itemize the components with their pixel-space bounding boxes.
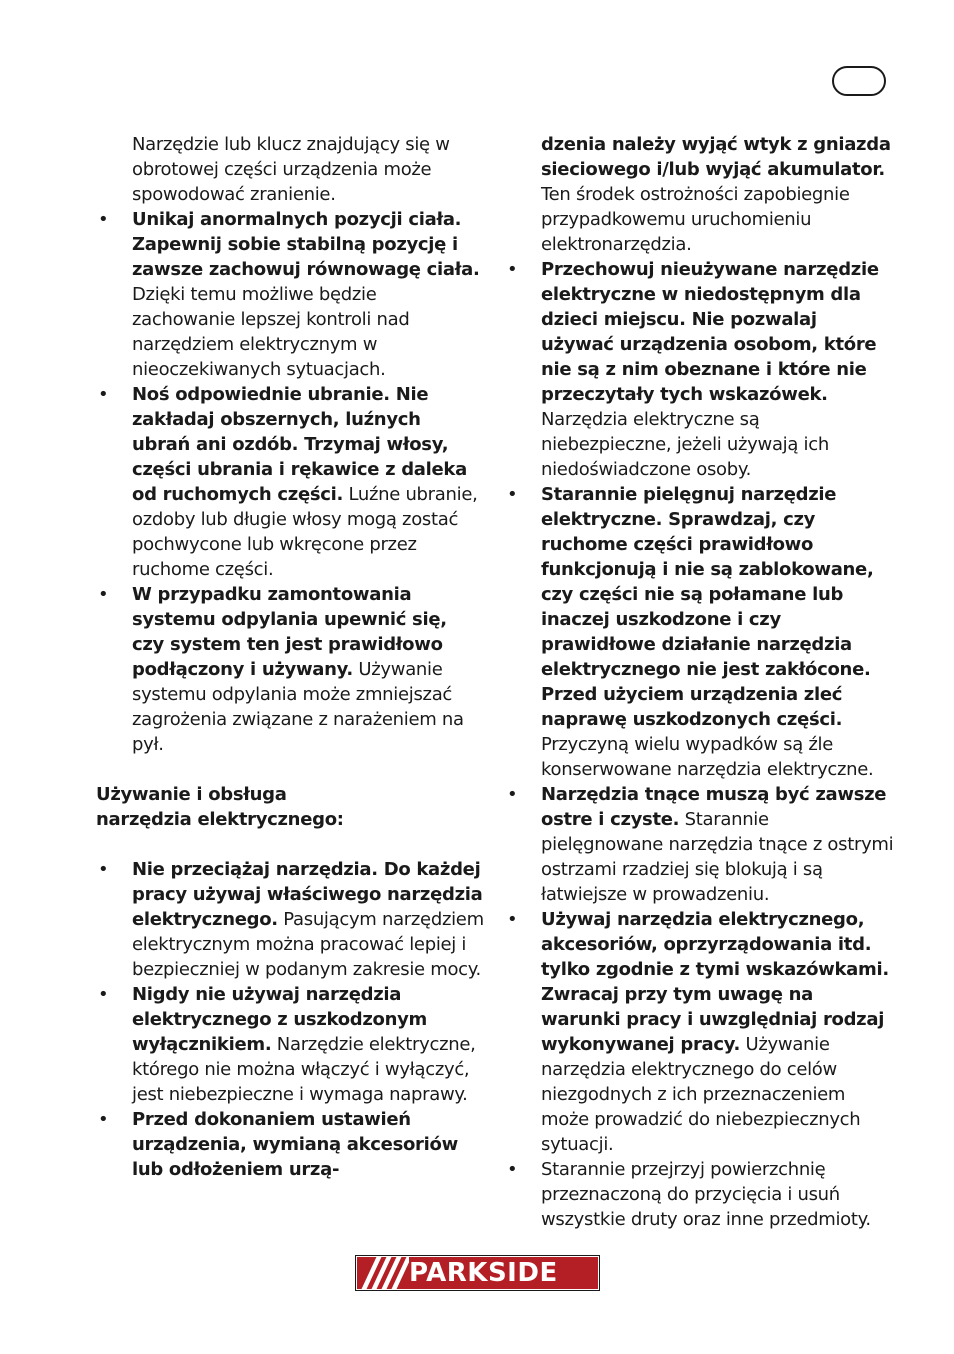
bullet: • [98,984,109,1005]
item-text: Pasującym narzędziem elektrycznym można pracować lepiej i bezpieczniej w podanym zakresie mocy. [132,909,484,980]
item-bold-text: W przypadku zamontowania systemu odpylania upewnić się, czy system ten jest prawidłowo podłączony i używany. [132,584,447,680]
list-item [505,907,895,1157]
item-bold-text: Przechowuj nieużywane narzędzie elektryczne w niedostępnym dla dzieci miejscu. Nie pozwalaj używać urządzenia osobom, które nie są z nim obeznane i które nie przeczytały tych wskazówek. [541,259,879,405]
item-bold-text: Narzędzia tnące muszą być zawsze ostre i czyste. [541,784,887,830]
list-item [505,257,895,482]
item-bold-text: Unikaj anormalnych pozycji ciała. Zapewnij sobie stabilną pozycję i zawsze zachowuj równowagę ciała. [132,209,480,280]
bullet: • [507,259,518,280]
section-heading [96,782,484,832]
continuation-bold-text: dzenia należy wyjąć wtyk z gniazda sieciowego i/lub wyjąć akumulator. [541,134,891,180]
item-bold-text: Przed dokonaniem ustawień urządzenia, wymianą akcesoriów lub odłożeniem urzą- [132,1109,458,1180]
right-column [505,132,895,1232]
list-item [505,482,895,782]
bullet: • [507,909,518,930]
bullet: • [98,1109,109,1130]
item-text: Starannie przejrzyj powierzchnię przeznaczoną do przycięcia i usuń wszystkie druty oraz inne przedmioty. [541,1159,871,1230]
list-item [505,1157,895,1232]
logo-stripes-icon [357,1257,409,1289]
item-bold-text: Noś odpowiednie ubranie. Nie zakładaj obszernych, luźnych ubrań ani ozdób. Trzymaj włosy, części ubrania i rękawice z daleka od ruchomych części. [132,384,467,505]
item-bold-text: Używaj narzędzia elektrycznego, akcesoriów, oprzyrządowania itd. tylko zgodnie z tymi wskazówkami. Zwracaj przy tym uwagę na warunki pracy i uwzględniaj rodzaj wykonywanej pracy. [541,909,889,1055]
list-item [505,782,895,907]
continuation-text: Ten środek ostrożności zapobiegnie przypadkowemu uruchomieniu elektronarzędzia. [541,184,850,255]
list-item [96,382,484,582]
section-heading-line2: narzędzia elektrycznego: [96,809,344,830]
item-text: Narzędzia elektryczne są niebezpieczne, jeżeli używają ich niedoświadczone osoby. [541,409,829,480]
continuation-paragraph [505,132,895,257]
list-item [96,857,484,982]
bullet: • [507,784,518,805]
list-item [96,207,484,382]
item-text: Przyczyną wielu wypadków są źle konserwowane narzędzia elektryczne. [541,734,874,780]
logo-brand-text: PARKSIDE [409,1258,558,1288]
parkside-logo [357,1257,598,1289]
bullet: • [507,484,518,505]
list-item [96,982,484,1107]
section-heading-line1: Używanie i obsługa [96,784,287,805]
bullet: • [507,1159,518,1180]
item-bold-text: Nie przeciążaj narzędzia. Do każdej pracy używaj właściwego narzędzia elektrycznego. [132,859,483,930]
item-bold-text: Nigdy nie używaj narzędzia elektrycznego z uszkodzonym wyłącznikiem. [132,984,427,1055]
item-text: Używanie systemu odpylania może zmniejszać zagrożenia związane z narażeniem na pył. [132,659,464,755]
item-text: Dzięki temu możliwe będzie zachowanie lepszej kontroli nad narzędziem elektrycznym w nieoczekiwanych sytuacjach. [132,284,410,380]
intro-paragraph: Narzędzie lub klucz znajdujący się w obrotowej części urządzenia może spowodować zranienie. [132,134,450,205]
list-item [96,582,484,757]
spacer [96,832,484,857]
item-bold-text: Starannie pielęgnuj narzędzie elektryczne. Sprawdzaj, czy ruchome części prawidłowo funkcjonują i nie są zablokowane, czy części nie są połamane lub inaczej uszkodzone i czy prawidłowe działanie narzędzia elektrycznego nie jest zakłócone. Przed użyciem urządzenia zleć naprawę uszkodzonych części. [541,484,874,730]
bullet: • [98,584,109,605]
bullet: • [98,859,109,880]
item-text: Narzędzie elektryczne, którego nie można włączyć i wyłączyć, jest niebezpieczne i wymaga naprawy. [132,1034,476,1105]
language-badge [832,66,886,96]
bullet: • [98,209,109,230]
left-column [96,132,484,1182]
list-item [96,1107,484,1182]
item-text: Starannie pielęgnowane narzędzia tnące z ostrymi ostrzami rzadziej się blokują i są łatwiejsze w prowadzeniu. [541,809,894,905]
item-text: Używanie narzędzia elektrycznego do celów niezgodnych z ich przeznaczeniem może prowadzić do niebezpiecznych sytuacji. [541,1034,861,1155]
bullet: • [98,384,109,405]
item-text: Luźne ubranie, ozdoby lub długie włosy mogą zostać pochwycone lub wkręcone przez ruchome części. [132,484,478,580]
